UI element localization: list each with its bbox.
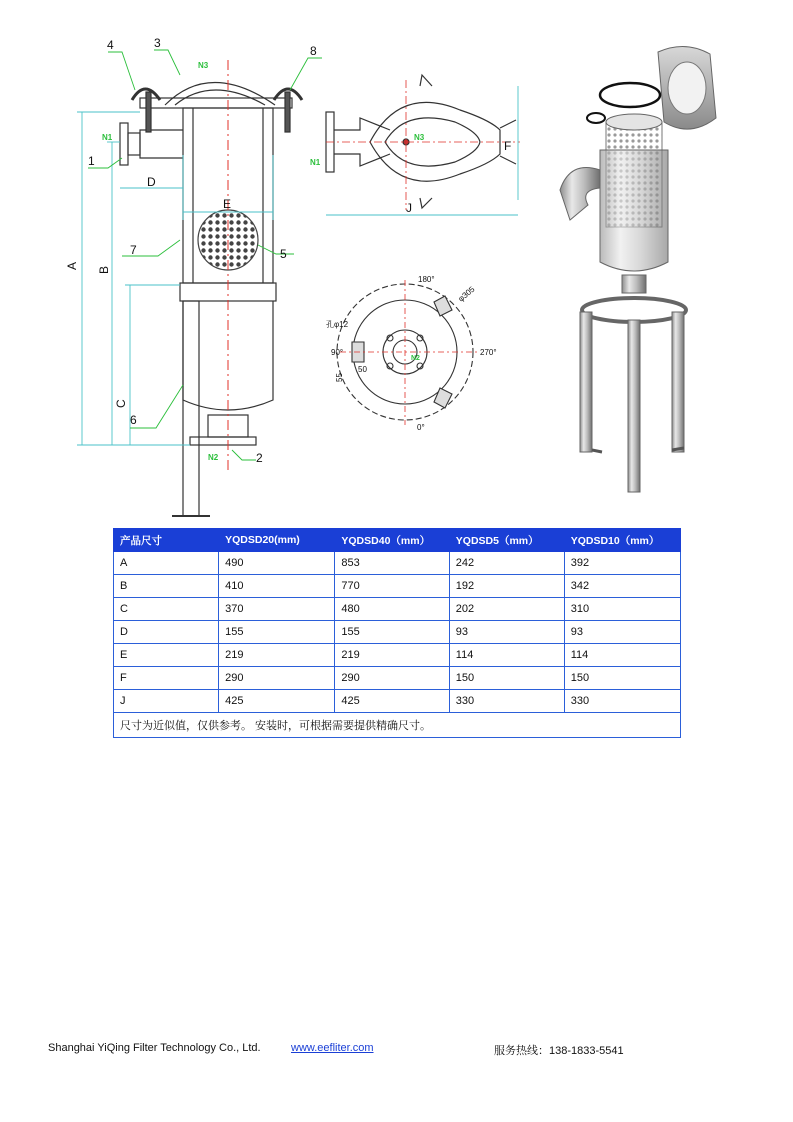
table-row xyxy=(114,621,681,644)
footer-company: Shanghai YiQing Filter Technology Co., Ltd. xyxy=(48,1042,261,1054)
table-note: 尺寸为近似值，仅供参考。 安装时，可根据需要提供精确尺寸。 xyxy=(114,713,681,738)
cell: 93 xyxy=(564,621,680,644)
header-yqdsd20: YQDSD20(mm) xyxy=(219,529,335,552)
footer-hotline: 服务热线：138-1833-5541 xyxy=(494,1045,624,1057)
cell: 290 xyxy=(335,667,449,690)
table-note-row xyxy=(114,713,681,738)
row-label: E xyxy=(114,644,219,667)
cell: 330 xyxy=(449,690,564,713)
dimension-lines xyxy=(77,112,273,445)
row-label: B xyxy=(114,575,219,598)
svg-text:N1: N1 xyxy=(102,133,113,142)
svg-text:N1: N1 xyxy=(310,158,321,167)
cell: 150 xyxy=(564,667,680,690)
header-yqdsd5: YQDSD5（mm） xyxy=(449,529,564,552)
cell: 93 xyxy=(449,621,564,644)
cell: 114 xyxy=(564,644,680,667)
svg-text:8: 8 xyxy=(310,44,317,58)
table-row xyxy=(114,575,681,598)
svg-text:4: 4 xyxy=(107,38,114,52)
dimension-labels xyxy=(65,175,231,408)
svg-text:J: J xyxy=(406,201,412,215)
svg-text:6: 6 xyxy=(130,413,137,427)
svg-text:B: B xyxy=(97,265,111,274)
svg-text:2: 2 xyxy=(256,451,263,465)
svg-text:F: F xyxy=(504,139,512,153)
header-yqdsd10: YQDSD10（mm） xyxy=(564,529,680,552)
svg-text:7: 7 xyxy=(130,243,137,257)
svg-text:A: A xyxy=(65,261,79,270)
svg-text:E: E xyxy=(223,197,232,211)
svg-text:270°: 270° xyxy=(480,348,497,357)
row-label: A xyxy=(114,552,219,575)
svg-text:50: 50 xyxy=(358,365,367,374)
svg-text:孔φ12: 孔φ12 xyxy=(326,320,349,329)
svg-text:3: 3 xyxy=(154,36,161,50)
header-product-size: 产品尺寸 xyxy=(114,529,219,552)
side-view xyxy=(120,83,302,517)
cell: 192 xyxy=(449,575,564,598)
cell: 310 xyxy=(564,598,680,621)
cell: 202 xyxy=(449,598,564,621)
technical-drawing xyxy=(60,30,740,525)
cell: 425 xyxy=(335,690,449,713)
svg-text:90°: 90° xyxy=(331,348,344,357)
cell: 242 xyxy=(449,552,564,575)
cell: 155 xyxy=(219,621,335,644)
svg-text:55: 55 xyxy=(335,373,344,382)
svg-text:C: C xyxy=(114,399,128,408)
cell: 490 xyxy=(219,552,335,575)
spec-table-container xyxy=(113,528,681,738)
cell: 219 xyxy=(335,644,449,667)
cell: 370 xyxy=(219,598,335,621)
row-label: F xyxy=(114,667,219,690)
table-row xyxy=(114,667,681,690)
svg-text:N2: N2 xyxy=(208,453,219,462)
table-header-row xyxy=(114,529,681,552)
table-row xyxy=(114,598,681,621)
cell: 155 xyxy=(335,621,449,644)
cell: 480 xyxy=(335,598,449,621)
svg-text:180°: 180° xyxy=(418,275,435,284)
cell: 410 xyxy=(219,575,335,598)
cell: 330 xyxy=(564,690,680,713)
table-row xyxy=(114,552,681,575)
row-label: C xyxy=(114,598,219,621)
svg-text:5: 5 xyxy=(280,247,287,261)
svg-text:D: D xyxy=(147,175,156,189)
cell: 770 xyxy=(335,575,449,598)
cell: 114 xyxy=(449,644,564,667)
cell: 392 xyxy=(564,552,680,575)
table-row xyxy=(114,644,681,667)
svg-text:N3: N3 xyxy=(414,133,425,142)
cell: 219 xyxy=(219,644,335,667)
row-label: J xyxy=(114,690,219,713)
cell: 425 xyxy=(219,690,335,713)
cell: 342 xyxy=(564,575,680,598)
svg-text:N3: N3 xyxy=(198,61,209,70)
cell: 150 xyxy=(449,667,564,690)
svg-text:φ305: φ305 xyxy=(456,284,477,304)
table-row xyxy=(114,690,681,713)
cell: 290 xyxy=(219,667,335,690)
svg-text:N2: N2 xyxy=(411,355,420,362)
spec-table xyxy=(113,528,681,738)
svg-text:0°: 0° xyxy=(417,423,425,432)
cell: 853 xyxy=(335,552,449,575)
product-render xyxy=(560,46,716,492)
row-label: D xyxy=(114,621,219,644)
svg-text:1: 1 xyxy=(88,154,95,168)
footer-website-link[interactable]: www.eefliter.com xyxy=(291,1042,374,1054)
header-yqdsd40: YQDSD40（mm） xyxy=(335,529,449,552)
